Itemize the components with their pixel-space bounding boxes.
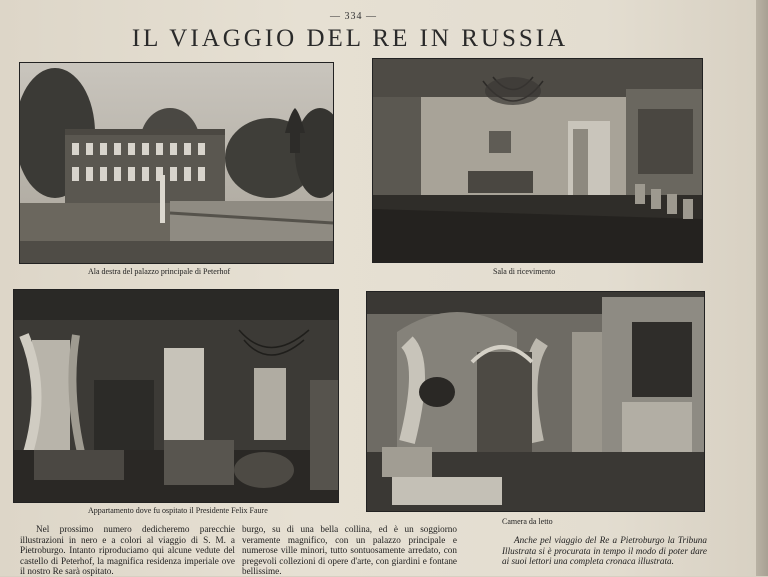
- page-number: — 334 —: [330, 11, 377, 22]
- photo-reception-hall: [372, 58, 703, 263]
- photo-palace-exterior: [19, 62, 334, 264]
- article-text-2: burgo, su di una bella collina, ed è un soggiorno veramente magnifico, con un palazzo principale e numerose ville minori, tutto sontuosamente arredato, con pregevoli collezioni di opere d'arte, con giardini e fontane bellissime.: [242, 524, 457, 577]
- photo-apartment: [13, 289, 339, 503]
- article-column-3: [502, 535, 707, 567]
- caption-photo-palace: Ala destra del palazzo principale di Peterhof: [88, 267, 231, 276]
- caption-photo-reception: Sala di ricevimento: [493, 267, 556, 276]
- article-text-1: Nel prossimo numero dedicheremo parecchie illustrazioni in nero e a colori al viaggio di S. M. a Pietroburgo. Intanto riproduciamo qui alcune vedute del castello di Peterhof, la magnifica residenza imperiale ove il nostro Re sarà ospitato.: [20, 524, 235, 577]
- article-text-3: Anche pel viaggio del Re a Pietroburgo la Tribuna Illustrata si è procurata in tempo il modo di poter dare ai suoi lettori una completa cronaca illustrata.: [502, 535, 707, 567]
- page-title: IL VIAGGIO DEL RE IN RUSSIA: [131, 25, 569, 52]
- photo-bedroom: [366, 291, 705, 512]
- caption-photo-bedroom: Camera da letto: [502, 517, 553, 526]
- caption-photo-apartment: Appartamento dove fu ospitato il Presidente Felix Faure: [88, 506, 268, 515]
- article-column-2: [242, 524, 457, 577]
- article-column-1: [20, 524, 235, 577]
- page-edge: [756, 0, 768, 576]
